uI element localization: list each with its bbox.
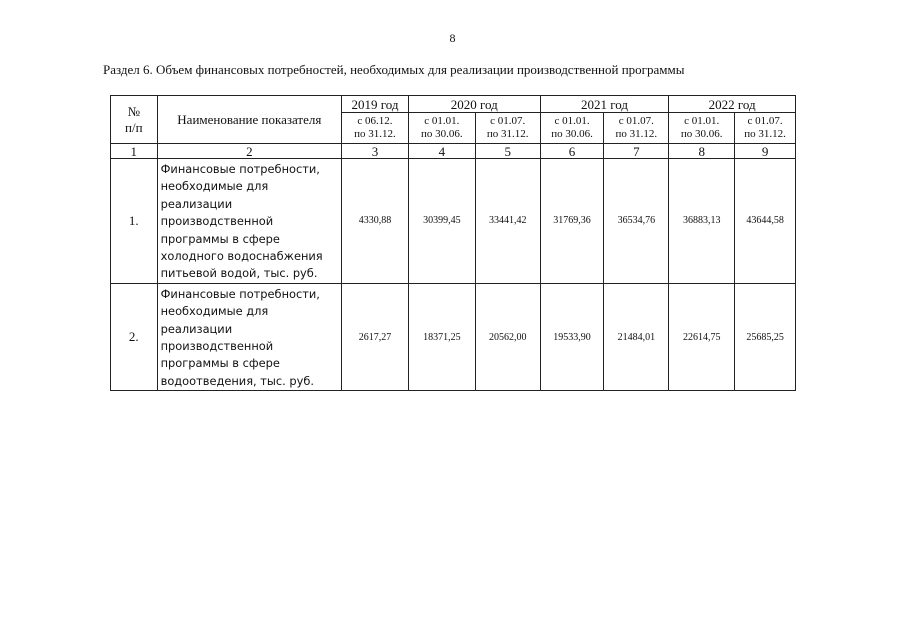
value-cell: 21484,01	[604, 283, 669, 390]
header-year-2020: 2020 год	[408, 96, 540, 113]
column-index-row	[111, 144, 796, 159]
value-cell: 25685,25	[735, 283, 796, 390]
value-cell: 30399,45	[408, 159, 475, 284]
value-cell: 36534,76	[604, 159, 669, 284]
value-cell: 43644,58	[735, 159, 796, 284]
financial-needs-table	[110, 95, 796, 391]
header-period: с 01.01. по 30.06.	[669, 113, 735, 144]
header-period: с 01.07. по 31.12.	[735, 113, 796, 144]
header-year-2019: 2019 год	[342, 96, 409, 113]
value-cell: 22614,75	[669, 283, 735, 390]
header-year-2021: 2021 год	[540, 96, 669, 113]
column-index: 4	[408, 144, 475, 159]
section-title: Раздел 6. Объем финансовых потребностей, необходимых для реализации производственной программы	[103, 62, 685, 77]
table-row	[111, 283, 796, 390]
column-index: 2	[157, 144, 341, 159]
column-index: 1	[111, 144, 158, 159]
value-cell: 19533,90	[540, 283, 604, 390]
value-cell: 31769,36	[540, 159, 604, 284]
column-index: 5	[475, 144, 540, 159]
header-period: с 01.07. по 31.12.	[604, 113, 669, 144]
column-index: 8	[669, 144, 735, 159]
table-row	[111, 159, 796, 284]
header-period: с 01.01. по 30.06.	[540, 113, 604, 144]
page-number: 8	[449, 31, 456, 45]
value-cell: 4330,88	[342, 159, 409, 284]
column-index: 3	[342, 144, 409, 159]
value-cell: 33441,42	[475, 159, 540, 284]
header-num-line2: п/п	[125, 119, 143, 135]
row-indicator-name: Финансовые потребности, необходимые для реализации производственной программы в сфере водоотведения, тыс. руб.	[157, 283, 341, 390]
row-indicator-name: Финансовые потребности, необходимые для реализации производственной программы в сфере холодного водоснабжения питьевой водой, тыс. руб.	[157, 159, 341, 284]
header-name: Наименование показателя	[157, 96, 341, 144]
header-period: с 01.01. по 30.06.	[408, 113, 475, 144]
value-cell: 20562,00	[475, 283, 540, 390]
value-cell: 2617,27	[342, 283, 409, 390]
column-index: 7	[604, 144, 669, 159]
column-index: 6	[540, 144, 604, 159]
header-num-line1: №	[127, 103, 140, 119]
row-number: 1.	[111, 159, 158, 284]
row-number: 2.	[111, 283, 158, 390]
value-cell: 36883,13	[669, 159, 735, 284]
header-period: с 06.12. по 31.12.	[342, 113, 409, 144]
value-cell: 18371,25	[408, 283, 475, 390]
column-index: 9	[735, 144, 796, 159]
header-period: с 01.07. по 31.12.	[475, 113, 540, 144]
header-year-2022: 2022 год	[669, 96, 796, 113]
header-num	[111, 96, 158, 144]
